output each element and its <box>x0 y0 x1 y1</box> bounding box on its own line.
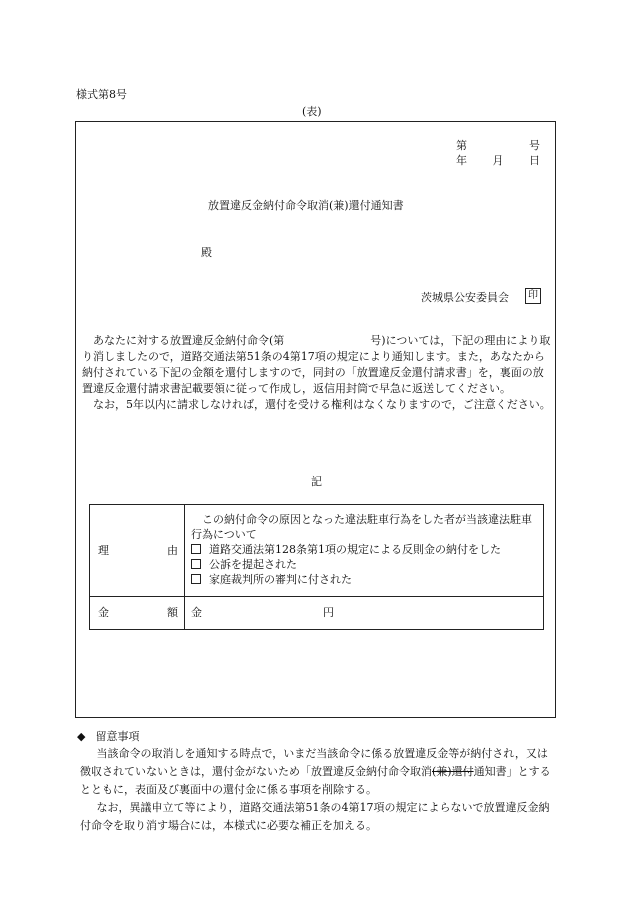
reason-intro: この納付命令の原因となった違法駐車行為をした者が当該違法駐車行為について <box>191 513 532 541</box>
date-day: 日 <box>529 154 540 167</box>
struck-text: (兼)還付 <box>432 765 474 778</box>
body-paragraph-1 <box>82 333 552 397</box>
checkbox[interactable] <box>191 574 201 584</box>
amount-label <box>98 604 178 620</box>
date-year: 年 <box>456 154 467 167</box>
date-month: 月 <box>492 154 504 167</box>
body-text <box>82 333 552 413</box>
notes-paragraph-2: なお，異議申立て等により，道路交通法第51条の4第17項の規定によらないで放置違反金納付命令を取り消す場合には，本様式に必要な補正を加える。 <box>80 801 550 832</box>
detail-table <box>89 504 544 630</box>
reason-option-3: 家庭裁判所の審判に付された <box>191 572 541 587</box>
number-suffix: 号 <box>529 139 540 152</box>
body-1b: 号)については，下記の理由により取り消しましたので，道路交通法第51条の4第17項の規定により通知します。また，あなたから納付されている下記の金額を還付しますので，同封の「放置違反金還付請求書」を，裏面の放置違反金還付請求書記載要領に従って作成し，返信用封筒で早急に返送してください。 <box>82 334 551 395</box>
document-number <box>456 137 540 153</box>
reason-label <box>98 542 178 558</box>
amount-prefix: 金 <box>191 606 202 619</box>
amount-unit: 円 <box>323 606 334 619</box>
addressee: 殿 <box>201 246 212 259</box>
form-number: 様式第8号 <box>76 88 127 101</box>
checkbox[interactable] <box>191 544 201 554</box>
notes-heading-text: 留意事項 <box>95 730 140 743</box>
reason-label-2: 由 <box>167 544 178 557</box>
document-date <box>456 152 540 168</box>
amount-label-1: 金 <box>98 606 109 619</box>
document-title: 放置違反金納付命令取消(兼)還付通知書 <box>208 199 404 212</box>
amount-label-2: 額 <box>167 606 178 619</box>
issuer: 茨城県公安委員会 <box>421 291 509 304</box>
reason-content <box>191 512 541 587</box>
reason-option-2: 公訴を提起された <box>191 557 541 572</box>
reason-label-1: 理 <box>98 544 109 557</box>
body-paragraph-2: なお，5年以内に請求しなければ，還付を受ける権利はなくなりますので，ご注意ください。 <box>93 398 551 411</box>
number-prefix: 第 <box>456 139 467 152</box>
notes-heading <box>77 728 139 744</box>
kigo-marker: 記 <box>311 475 322 488</box>
reason-option-1: 道路交通法第128条第1項の規定による反則金の納付をした <box>191 542 541 557</box>
checkbox[interactable] <box>191 559 201 569</box>
body-1a: あなたに対する放置違反金納付命令(第 <box>93 334 285 347</box>
notes-text <box>80 745 552 835</box>
seal-stamp: 印 <box>525 288 541 304</box>
face-label: (表) <box>302 105 322 118</box>
diamond-icon: ◆ <box>77 730 86 743</box>
notes-paragraph-1: 当該命令の取消しを通知する時点で，いまだ当該命令に係る放置違反金等が納付され，又は徴収されていないときは，還付金がないため「放置違反金納付命令取消(兼)還付通知書」とするとともに，表面及び裏面中の還付金に係る事項を削除する。 <box>80 747 551 796</box>
